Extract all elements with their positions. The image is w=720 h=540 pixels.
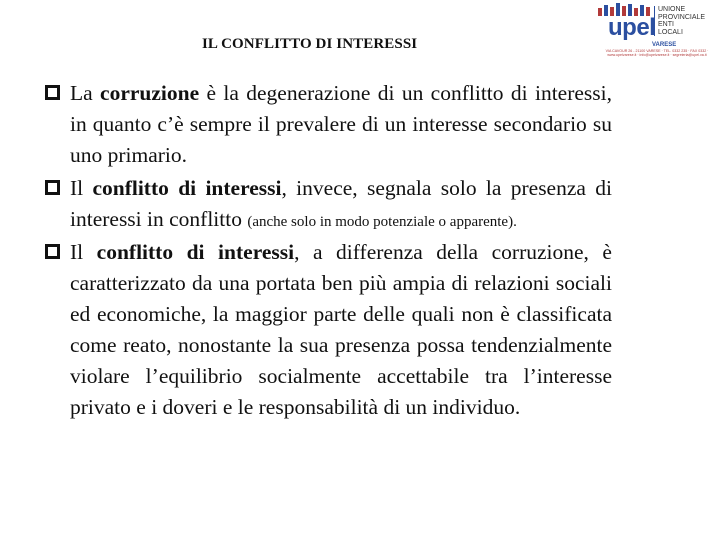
upel-logo xyxy=(590,2,718,64)
page-title: IL CONFLITTO DI INTERESSI xyxy=(202,36,418,52)
bullet-text-note: (anche solo in modo potenziale o apparente). xyxy=(247,214,517,230)
bullet-item xyxy=(42,173,612,235)
checkbox-square-icon xyxy=(45,85,60,100)
logo-wordmark: upel xyxy=(608,14,656,41)
bullet-text-pre: La xyxy=(70,81,101,105)
bullet-item xyxy=(42,78,612,171)
logo-subtitle-line: PROVINCIALE xyxy=(658,13,706,21)
logo-subtitle-line: UNIONE xyxy=(658,6,686,13)
logo-contact-text: VIA CAVOUR 26 - 21100 VARESE · TEL. 0332 235 · FAX 0332 · www.upelvarese.it · info@upelvarese.it · segreteria@upel.va.it xyxy=(605,49,709,57)
bullet-text-post: è la degenerazione di un conflitto di interessi, in quanto c’è sempre il prevalere di un interesse secondario su uno primario. xyxy=(70,81,612,167)
bullet-text-post: , invece, segnala solo la presenza di interessi in conflitto xyxy=(70,176,612,231)
bullet-text-bold: corruzione xyxy=(100,81,200,105)
logo-subtitle-line: LOCALI xyxy=(658,28,683,36)
bullet-text-post: , a differenza della corruzione, è caratterizzato da una portata ben più ampia di relazioni sociali ed economiche, la maggior parte delle quali non è classificata come reato, nonostante la sua presenza possa tendenzialmente violare l’equilibrio socialmente accettabile tra l’interesse privato e i doveri e le responsabilità di un individuo. xyxy=(70,240,612,419)
bullet-text-bold: conflitto di interessi xyxy=(92,176,282,200)
bullet-text-pre: Il xyxy=(70,176,93,200)
bullet-list xyxy=(42,78,612,425)
bullet-text-pre: Il xyxy=(70,240,97,264)
bullet-item xyxy=(42,237,612,423)
logo-city: VARESE xyxy=(652,42,677,48)
bullet-text-bold: conflitto di interessi xyxy=(96,240,295,264)
logo-subtitle xyxy=(654,6,705,36)
logo-subtitle-line: ENTI xyxy=(658,21,674,28)
checkbox-square-icon xyxy=(45,180,60,195)
checkbox-square-icon xyxy=(45,244,60,259)
